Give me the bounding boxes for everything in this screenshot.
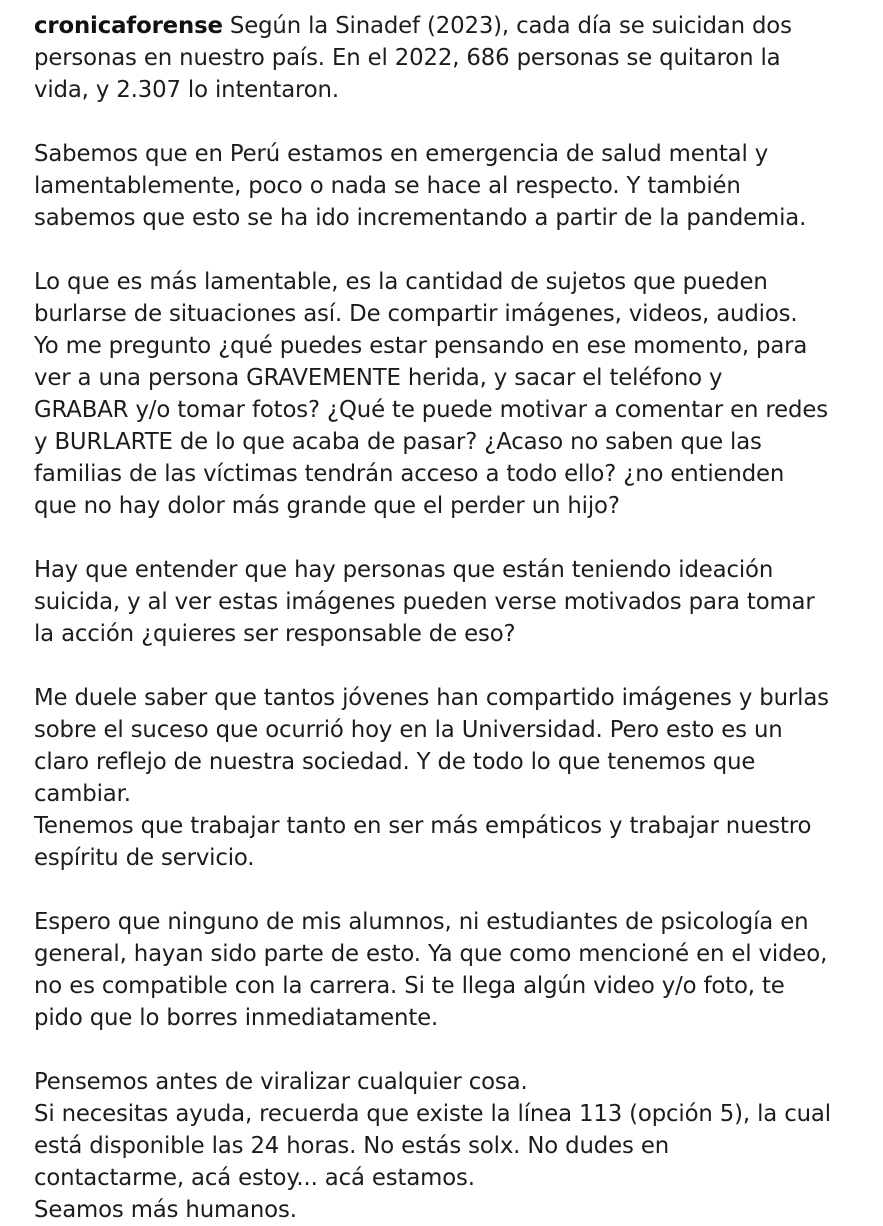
caption-line: Si necesitas ayuda, recuerda que existe la línea 113 (opción 5), la cual (34, 1101, 831, 1127)
caption-line: burlarse de situaciones así. De compartir imágenes, videos, audios. (34, 301, 798, 327)
caption-line: no es compatible con la carrera. Si te llega algún video y/o foto, te (34, 973, 785, 999)
caption-line: sabemos que esto se ha ido incrementando a partir de la pandemia. (34, 205, 807, 231)
caption-line: Pensemos antes de viralizar cualquier cosa. (34, 1069, 528, 1095)
caption-line: la acción ¿quieres ser responsable de eso? (34, 621, 516, 647)
paragraph-break (34, 234, 874, 266)
caption-line: que no hay dolor más grande que el perder un hijo? (34, 493, 620, 519)
caption-body (34, 42, 874, 1226)
caption-line: general, hayan sido parte de esto. Ya que como mencioné en el video, (34, 941, 828, 967)
caption-line: Me duele saber que tantos jóvenes han compartido imágenes y burlas (34, 685, 829, 711)
caption-first-line (34, 10, 874, 42)
paragraph-break (34, 650, 874, 682)
caption-line: Hay que entender que hay personas que están teniendo ideación (34, 557, 774, 583)
paragraph-break (34, 522, 874, 554)
post-caption (34, 10, 874, 1226)
caption-line: Seamos más humanos. (34, 1197, 297, 1223)
caption-line: familias de las víctimas tendrán acceso a todo ello? ¿no entienden (34, 461, 785, 487)
username-link[interactable]: cronicaforense (34, 13, 223, 39)
caption-line: Yo me pregunto ¿qué puedes estar pensando en ese momento, para (34, 333, 808, 359)
caption-line: y BURLARTE de lo que acaba de pasar? ¿Acaso no saben que las (34, 429, 762, 455)
paragraph-break (34, 106, 874, 138)
caption-line: sobre el suceso que ocurrió hoy en la Universidad. Pero esto es un (34, 717, 783, 743)
caption-line: vida, y 2.307 lo intentaron. (34, 77, 339, 103)
caption-line: claro reflejo de nuestra sociedad. Y de todo lo que tenemos que (34, 749, 756, 775)
caption-line: cambiar. (34, 781, 131, 807)
paragraph-break (34, 874, 874, 906)
caption-line: Lo que es más lamentable, es la cantidad de sujetos que pueden (34, 269, 768, 295)
caption-line: lamentablemente, poco o nada se hace al respecto. Y también (34, 173, 741, 199)
caption-line: Sabemos que en Perú estamos en emergencia de salud mental y (34, 141, 769, 167)
caption-line: GRABAR y/o tomar fotos? ¿Qué te puede motivar a comentar en redes (34, 397, 828, 423)
caption-line: está disponible las 24 horas. No estás solx. No dudes en (34, 1133, 669, 1159)
paragraph-break (34, 1034, 874, 1066)
caption-line: contactarme, acá estoy... acá estamos. (34, 1165, 475, 1191)
caption-line: Tenemos que trabajar tanto en ser más empáticos y trabajar nuestro (34, 813, 812, 839)
caption-line: personas en nuestro país. En el 2022, 686 personas se quitaron la (34, 45, 781, 71)
caption-line: espíritu de servicio. (34, 845, 255, 871)
caption-line: suicida, y al ver estas imágenes pueden verse motivados para tomar (34, 589, 815, 615)
caption-line: Espero que ninguno de mis alumnos, ni estudiantes de psicología en (34, 909, 809, 935)
caption-text: Según la Sinadef (2023), cada día se suicidan dos (222, 13, 792, 39)
caption-line: ver a una persona GRAVEMENTE herida, y sacar el teléfono y (34, 365, 723, 391)
caption-line: pido que lo borres inmediatamente. (34, 1005, 439, 1031)
